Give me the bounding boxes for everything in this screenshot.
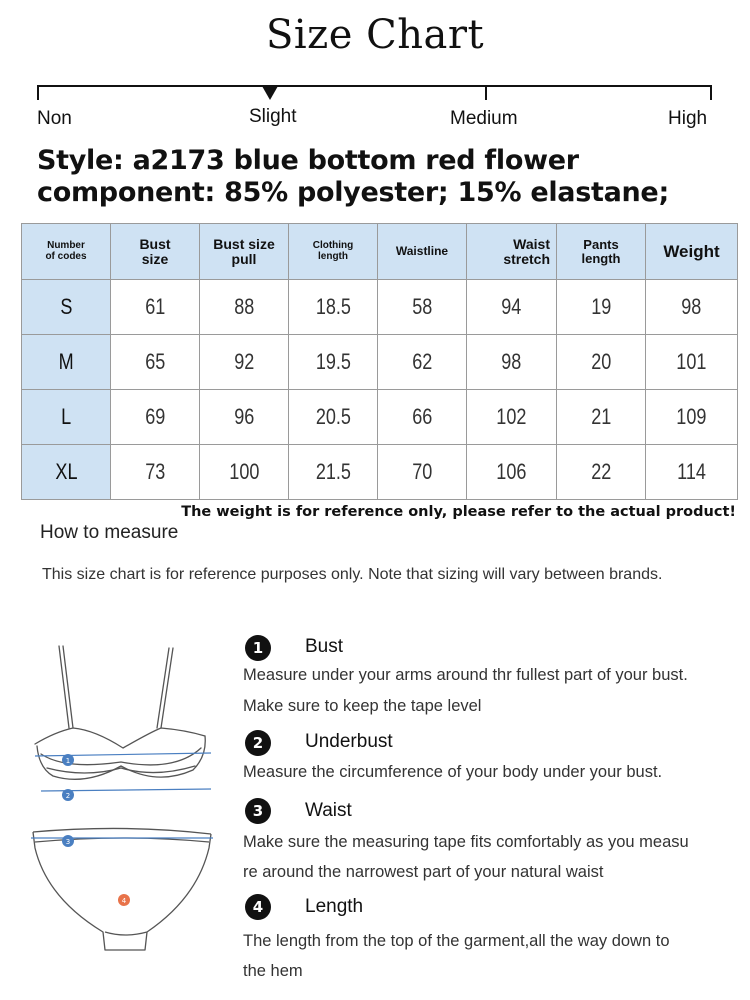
step-title-waist: Waist (305, 800, 352, 821)
left-strap (59, 646, 73, 728)
table-cell: 100 (200, 445, 289, 500)
bottom-outline (33, 832, 211, 950)
table-cell: 70 (378, 445, 467, 500)
step-text: the hem (243, 962, 303, 980)
scale-label-non: Non (37, 108, 72, 129)
table-cell: 21.5 (289, 445, 378, 500)
weight-note: The weight is for reference only, please refer to the actual product! (181, 504, 736, 520)
step-title-bust: Bust (305, 636, 344, 657)
component-line: component: 85% polyester; 15% elastane; (37, 177, 669, 208)
step-number-1-icon: 1 (245, 635, 271, 661)
step-text: re around the narrowest part of your natural waist (243, 863, 604, 881)
size-cell: S (22, 280, 111, 335)
step-text: Make sure to keep the tape level (243, 697, 482, 715)
page-title: Size Chart (265, 12, 485, 58)
bust-measure-line (35, 753, 211, 756)
table-cell: 20 (557, 335, 646, 390)
table-cell: 114 (646, 445, 738, 500)
style-line: Style: a2173 blue bottom red flower (37, 145, 579, 176)
scale-pointer-icon (262, 86, 278, 100)
scale-tick-high (710, 85, 712, 100)
table-cell: 65 (111, 335, 200, 390)
step-text: The length from the top of the garment,all the way down to (243, 932, 670, 950)
header-number-of-codes: Number of codes (22, 224, 111, 280)
table-cell: 22 (557, 445, 646, 500)
table-cell: 88 (200, 280, 289, 335)
step-title-length: Length (305, 896, 364, 917)
table-cell: 98 (467, 335, 557, 390)
svg-text:1: 1 (65, 757, 71, 765)
table-cell: 21 (557, 390, 646, 445)
table-cell: 102 (467, 390, 557, 445)
size-cell: XL (22, 445, 111, 500)
step-number-4-icon: 4 (245, 894, 271, 920)
scale-label-medium: Medium (450, 108, 518, 129)
step-number-2-icon: 2 (245, 730, 271, 756)
header-waistline: Waistline (378, 224, 467, 280)
svg-text:3: 3 (65, 838, 71, 846)
table-cell: 73 (111, 445, 200, 500)
table-header-row (22, 224, 738, 280)
scale-line (37, 85, 712, 87)
table-cell: 101 (646, 335, 738, 390)
right-strap (157, 648, 173, 728)
table-cell: 92 (200, 335, 289, 390)
table-cell: 61 (111, 280, 200, 335)
table-cell: 62 (378, 335, 467, 390)
scale-label-high: High (668, 108, 708, 129)
table-cell: 66 (378, 390, 467, 445)
header-waist-stretch: Waist stretch (467, 224, 557, 280)
table-row (22, 335, 738, 390)
table-cell: 19.5 (289, 335, 378, 390)
svg-text:2: 2 (65, 792, 71, 800)
table-cell: 106 (467, 445, 557, 500)
table-cell: 98 (646, 280, 738, 335)
bikini-illustration (25, 636, 225, 961)
size-cell: L (22, 390, 111, 445)
table-cell: 94 (467, 280, 557, 335)
header-pants-length: Pants length (557, 224, 646, 280)
svg-text:4: 4 (121, 897, 127, 905)
header-bust-size-pull: Bust size pull (200, 224, 289, 280)
table-cell: 69 (111, 390, 200, 445)
sizing-disclaimer: This size chart is for reference purposes only. Note that sizing will vary between brands. (42, 566, 663, 583)
header-weight: Weight (646, 224, 738, 280)
table-cell: 58 (378, 280, 467, 335)
scale-tick-medium (485, 85, 487, 100)
table-row (22, 280, 738, 335)
header-bust-size: Bust size (111, 224, 200, 280)
step-text: Make sure the measuring tape fits comfortably as you measu (243, 833, 689, 851)
step-title-underbust: Underbust (305, 731, 393, 752)
scale-label-slight: Slight (249, 106, 297, 127)
table-row (22, 390, 738, 445)
table-cell: 19 (557, 280, 646, 335)
table-cell: 18.5 (289, 280, 378, 335)
step-text: Measure the circumference of your body under your bust. (243, 763, 663, 781)
table-row (22, 445, 738, 500)
how-to-measure-heading: How to measure (40, 522, 179, 543)
size-table (21, 223, 738, 500)
size-cell: M (22, 335, 111, 390)
header-clothing-length: Clothing length (289, 224, 378, 280)
step-text: Measure under your arms around thr fullest part of your bust. (243, 666, 688, 684)
table-cell: 96 (200, 390, 289, 445)
step-number-3-icon: 3 (245, 798, 271, 824)
table-cell: 20.5 (289, 390, 378, 445)
scale-tick-non (37, 85, 39, 100)
table-cell: 109 (646, 390, 738, 445)
